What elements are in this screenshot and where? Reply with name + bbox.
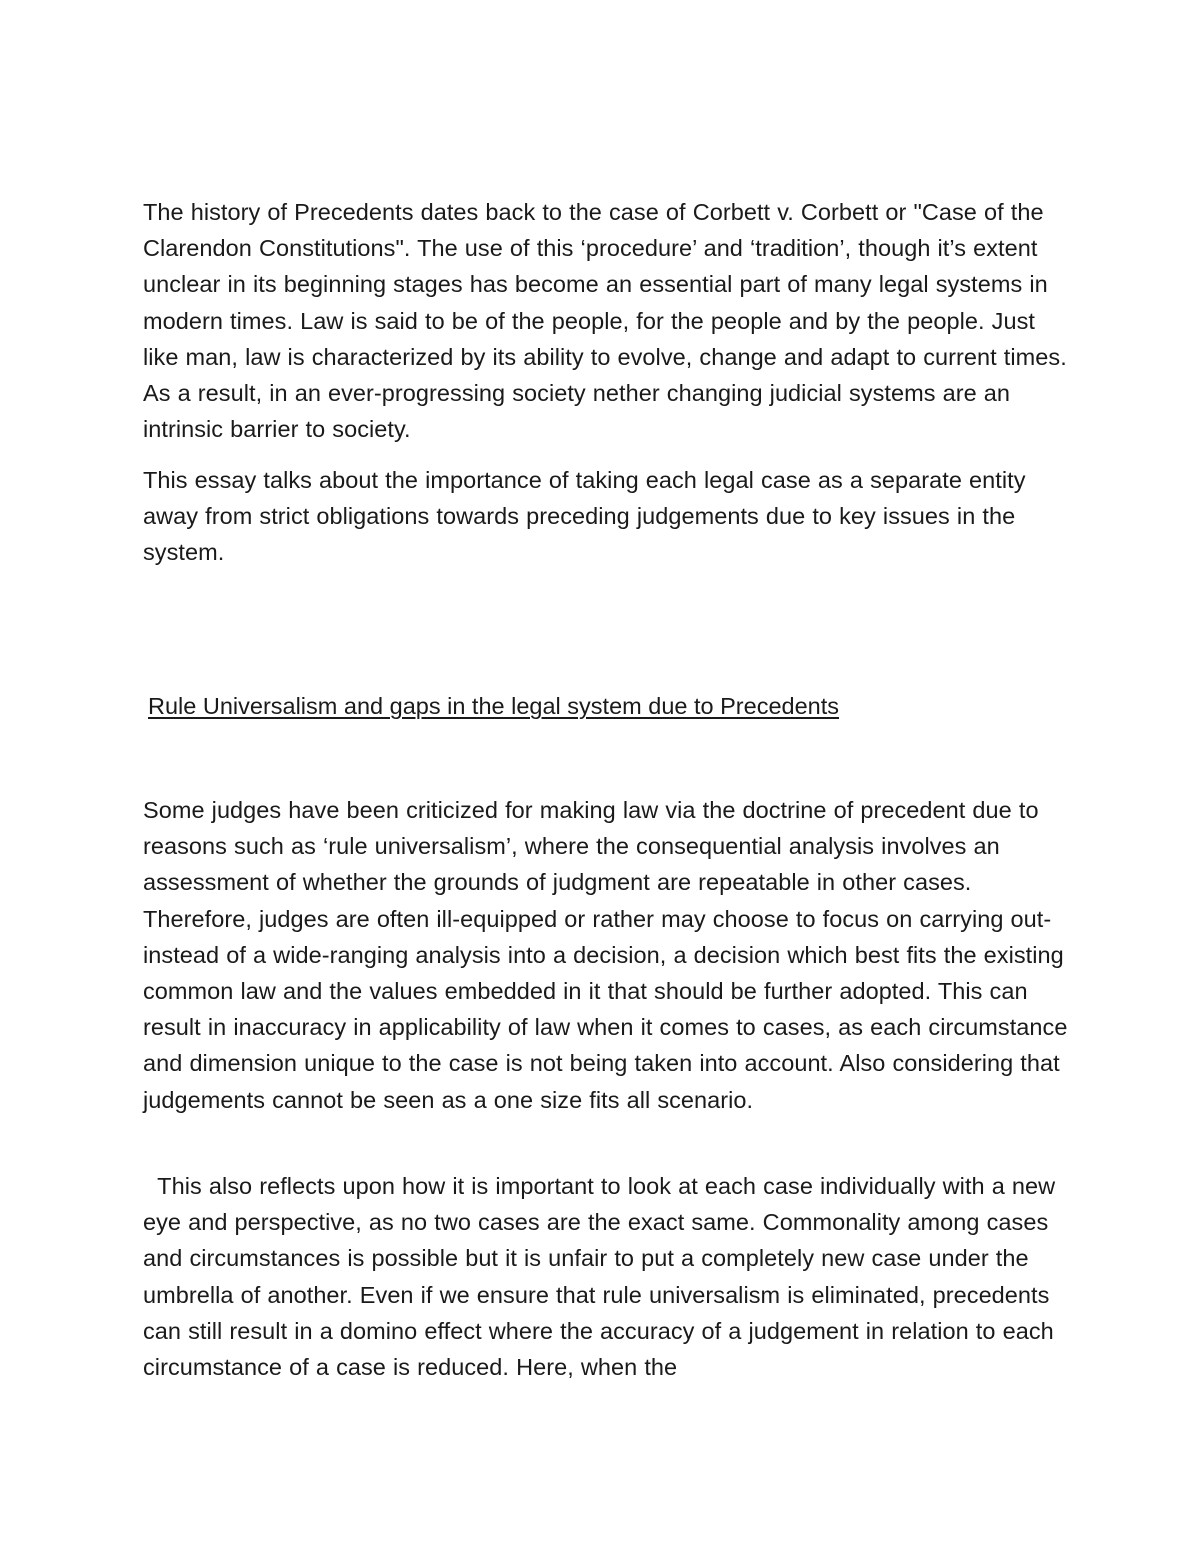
rule-universalism-paragraph: Some judges have been criticized for making law via the doctrine of precedent due to reasons such as ‘rule universalism’, where the consequential analysis involves an assessment of whether the grounds of judgment are repeatable in other cases. Therefore, judges are often ill-equipped or rather may choose to focus on carrying out- instead of a wide-ranging analysis into a decision, a decision which best fits the existing common law and the values embedded in it that should be further adopted. This can result in inaccuracy in applicability of law when it comes to cases, as each circumstance and dimension unique to the case is not being taken into account. Also considering that judgements cannot be seen as a one size fits all scenario.	[143, 797, 1068, 1113]
individual-case-paragraph: This also reflects upon how it is important to look at each case individually with a new eye and perspective, as no two cases are the exact same. Commonality among cases and circumstances is possible but it is unfair to put a completely new case under the umbrella of another. Even if we ensure that rule universalism is eliminated, precedents can still result in a domino effect where the accuracy of a judgement in relation to each circumstance of a case is reduced. Here, when the	[143, 1173, 1063, 1381]
section-heading: Rule Universalism and gaps in the legal system due to Precedents	[148, 693, 840, 719]
essay-scope-paragraph: This essay talks about the importance of taking each legal case as a separate entity away from strict obligations towards preceding judgements due to key issues in the system.	[143, 467, 1026, 566]
intro-paragraph: The history of Precedents dates back to the case of Corbett v. Corbett or "Case of the Clarendon Constitutions". The use of this ‘procedure’ and ‘tradition’, though it’s extent unclear in its beginning stages has become an essential part of many legal systems in modern times. Law is said to be of the people, for the people and by the people. Just like man, law is characterized by its ability to evolve, change and adapt to current times. As a result, in an ever-progressing society nether changing judicial systems are an intrinsic barrier to society.	[143, 199, 1067, 443]
